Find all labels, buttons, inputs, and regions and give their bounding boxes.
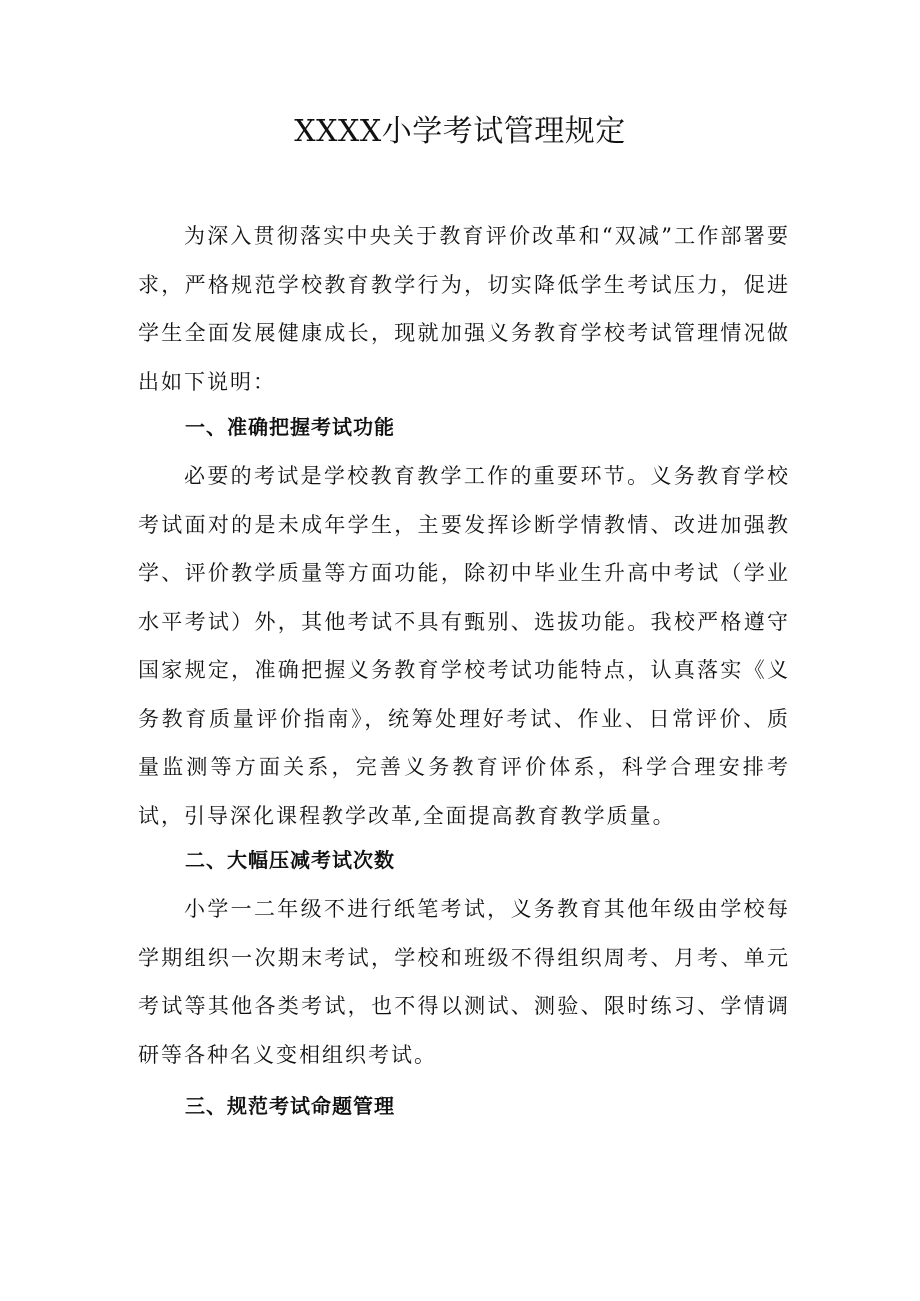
section-heading-3: 三、规范考试命题管理 <box>185 1094 395 1118</box>
section-heading-1: 一、准确把握考试功能 <box>185 415 395 439</box>
document-title: XXXX小学考试管理规定 <box>294 114 626 149</box>
section-heading-2: 二、大幅压减考试次数 <box>185 848 395 872</box>
section1-paragraph: 必要的考试是学校教育教学工作的重要环节。义务教育学校考试面对的是未成年学生，主要发挥诊断学情教情、改进加强教学、评价教学质量等方面功能，除初中毕业生升高中考试（学业水平考试）外，其他考试不具有甄别、选拔功能。我校严格遵守国家规定，准确把握义务教育学校考试功能特点，认真落实《义务教育质量评价指南》，统筹处理好考试、作业、日常评价、质量监测等方面关系，完善义务教育评价体系，科学合理安排考试，引导深化课程教学改革,全面提高教育教学质量。 <box>138 464 790 828</box>
section2-paragraph: 小学一二年级不进行纸笔考试，义务教育其他年级由学校每学期组织一次期末考试，学校和班级不得组织周考、月考、单元考试等其他各类考试，也不得以测试、测验、限时练习、学情调研等各种名义变相组织考试。 <box>138 897 790 1067</box>
intro-paragraph: 为深入贯彻落实中央关于教育评价改革和“双减”工作部署要求，严格规范学校教育教学行为，切实降低学生考试压力，促进学生全面发展健康成长，现就加强义务教育学校考试管理情况做出如下说明： <box>138 224 790 394</box>
